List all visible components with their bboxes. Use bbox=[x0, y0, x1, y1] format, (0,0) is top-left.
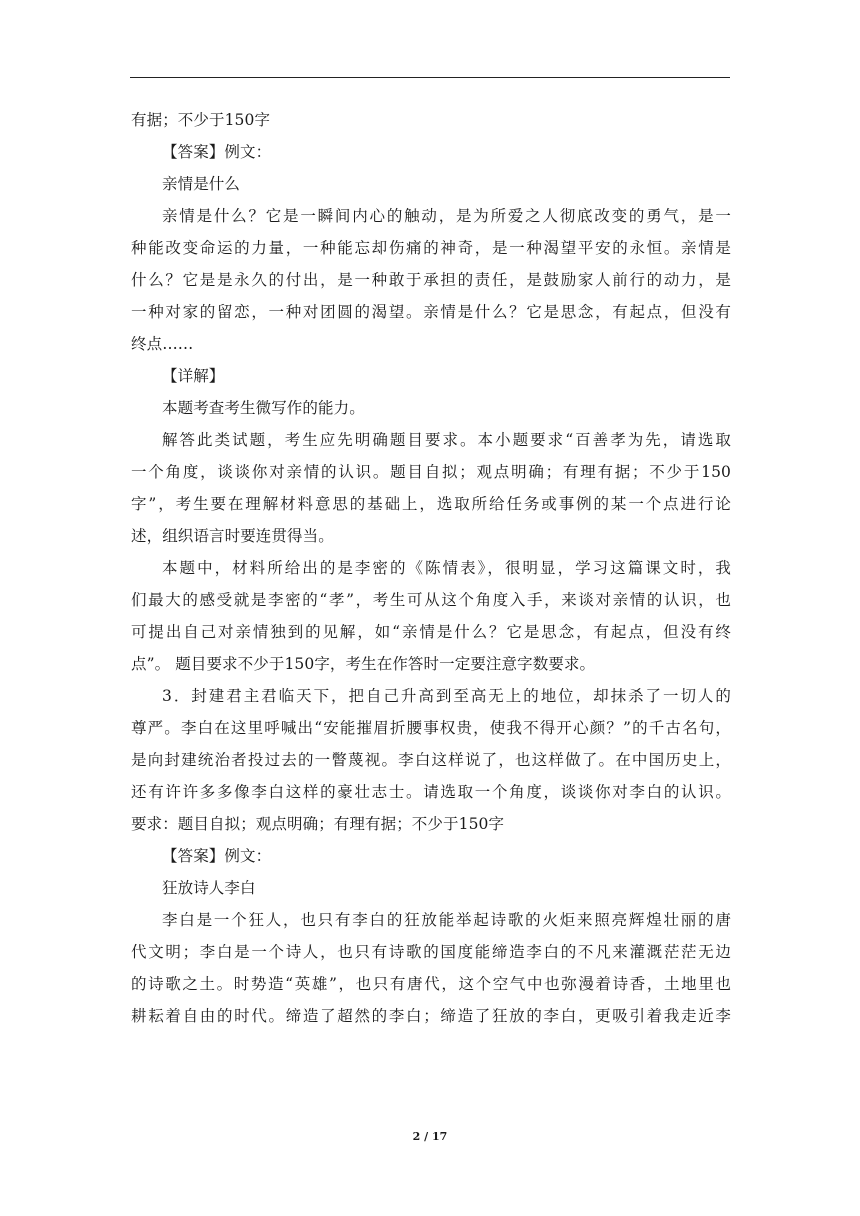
text-line: 一个角度，谈谈你对亲情的认识。题目自拟；观点明确；有理有据；不少于150 bbox=[131, 463, 731, 481]
text-line: 点”。 题目要求不少于150字，考生在作答时一定要注意字数要求。 bbox=[131, 655, 596, 673]
text-line: 们最大的感受就是李密的“孝”，考生可从这个角度入手，来谈对亲情的认识，也 bbox=[131, 591, 731, 609]
text-line: 【答案】例文： bbox=[162, 847, 272, 865]
text-line: 【答案】例文： bbox=[162, 143, 272, 161]
header-rule bbox=[130, 77, 730, 78]
text-line: 解答此类试题，考生应先明确题目要求。本小题要求“百善孝为先，请选取 bbox=[162, 431, 731, 449]
text-line: 是向封建统治者投过去的一瞥蔑视。李白这样说了，也这样做了。在中国历史上， bbox=[131, 751, 731, 769]
text-line: 字”，考生要在理解材料意思的基础上，选取所给任务或事例的某一个点进行论 bbox=[131, 495, 731, 513]
text-line: 亲情是什么？它是一瞬间内心的触动，是为所爱之人彻底改变的勇气，是一 bbox=[162, 207, 731, 225]
text-line: 代文明；李白是一个诗人，也只有诗歌的国度能缔造李白的不凡来灌溉茫茫无边 bbox=[131, 943, 731, 961]
text-line: 耕耘着自由的时代。缔造了超然的李白；缔造了狂放的李白，更吸引着我走近李 bbox=[131, 1007, 731, 1025]
text-line: 3．封建君主君临天下，把自己升高到至高无上的地位，却抹杀了一切人的 bbox=[162, 687, 731, 705]
text-line: 【详解】 bbox=[162, 367, 225, 385]
text-line: 的诗歌之土。时势造“英雄”，也只有唐代，这个空气中也弥漫着诗香，土地里也 bbox=[131, 975, 731, 993]
text-line: 可提出自己对亲情独到的见解，如“亲情是什么？它是思念，有起点，但没有终 bbox=[131, 623, 731, 641]
text-line: 要求：题目自拟；观点明确；有理有据；不少于150字 bbox=[131, 815, 505, 833]
page-number: 2 / 17 bbox=[412, 1130, 448, 1143]
document-body bbox=[131, 104, 731, 1032]
text-line: 尊严。李白在这里呼喊出“安能摧眉折腰事权贵，使我不得开心颜？”的千古名句， bbox=[131, 719, 731, 737]
text-line: 本题中，材料所给出的是李密的《陈情表》，很明显，学习这篇课文时，我 bbox=[162, 559, 731, 577]
text-line: 亲情是什么 bbox=[162, 175, 241, 193]
text-line: 还有许许多多像李白这样的豪壮志士。请选取一个角度，谈谈你对李白的认识。 bbox=[131, 783, 731, 801]
text-line: 本题考查考生微写作的能力。 bbox=[162, 399, 365, 417]
text-line: 述，组织语言时要连贯得当。 bbox=[131, 527, 334, 545]
text-line: 一种对家的留恋，一种对团圆的渴望。亲情是什么？它是思念，有起点，但没有 bbox=[131, 303, 731, 321]
text-line: 李白是一个狂人，也只有李白的狂放能举起诗歌的火炬来照亮辉煌壮丽的唐 bbox=[162, 911, 731, 929]
text-line: 什么？它是是永久的付出，是一种敢于承担的责任，是鼓励家人前行的动力，是 bbox=[131, 271, 731, 289]
text-line: 终点…… bbox=[131, 335, 194, 353]
text-line: 狂放诗人李白 bbox=[162, 879, 256, 897]
text-line: 有据；不少于150字 bbox=[131, 111, 271, 129]
text-line: 种能改变命运的力量，一种能忘却伤痛的神奇，是一种渴望平安的永恒。亲情是 bbox=[131, 239, 731, 257]
